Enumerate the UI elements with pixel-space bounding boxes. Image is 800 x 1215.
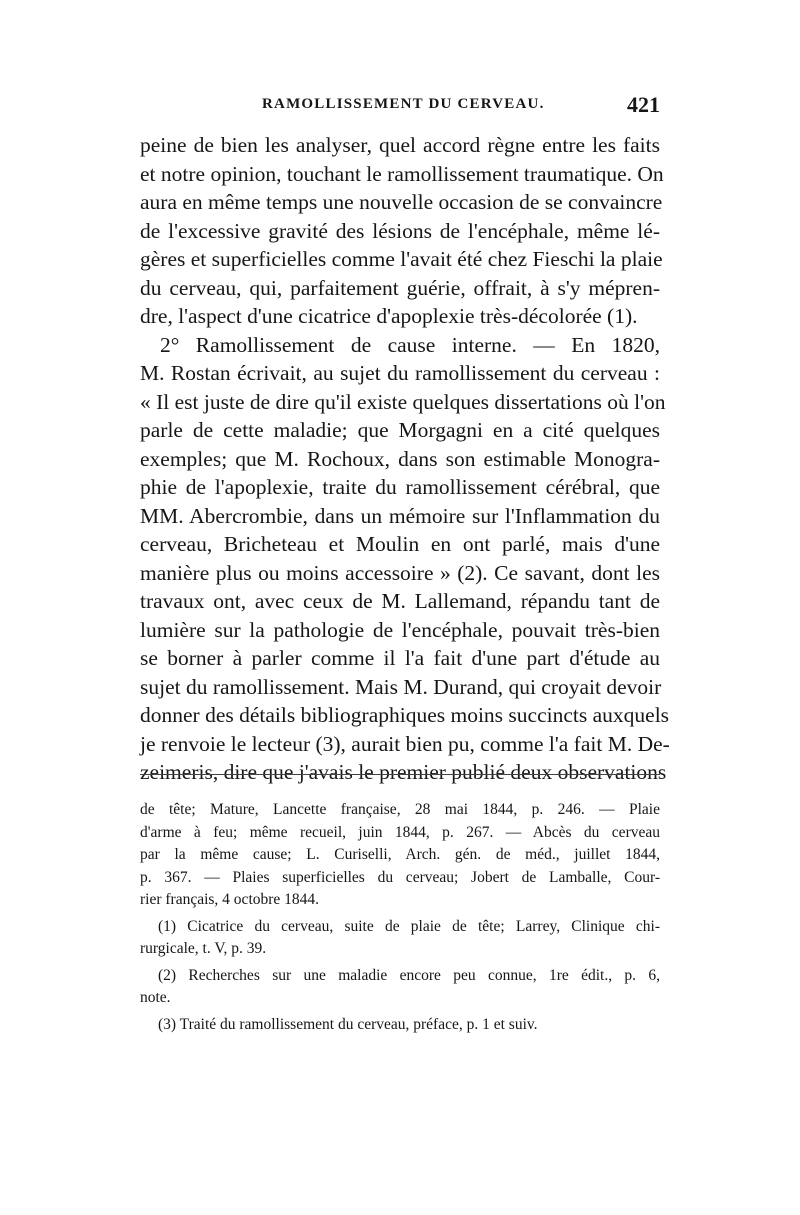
text-line: et notre opinion, touchant le ramollissement traumatique. On — [140, 161, 664, 186]
footnote-line: rier français, 4 octobre 1844. — [140, 891, 320, 908]
text-line: MM. Abercrombie, dans un mémoire sur l'Inflammation du — [140, 503, 660, 528]
footnote-line: de tête; Mature, Lancette française, 28 mai 1844, p. 246. — Plaie — [140, 801, 660, 818]
text-line: sujet du ramollissement. Mais M. Durand, qui croyait devoir — [140, 674, 662, 699]
text-line: du cerveau, qui, parfaitement guérie, offrait, à s'y mépren- — [140, 275, 660, 300]
section-heading-line: 2° Ramollissement de cause interne. — En 1820, — [160, 332, 660, 357]
footnotes — [140, 799, 660, 1036]
text-line: zeimeris, dire que j'avais le premier publié deux observations — [140, 760, 667, 784]
text-line: aura en même temps une nouvelle occasion de se convaincre — [140, 190, 663, 214]
footnote-continuation — [140, 799, 660, 912]
page-number: 421 — [627, 92, 660, 117]
footnote-line: (1) Cicatrice du cerveau, suite de plaie de tête; Larrey, Clinique chi- — [158, 917, 660, 935]
footnote-2 — [140, 965, 660, 1010]
text-line: phie de l'apoplexie, traite du ramollissement cérébral, que — [140, 475, 660, 499]
text-line: peine de bien les analyser, quel accord règne entre les faits — [140, 133, 660, 157]
text-line: donner des détails bibliographiques moins succincts auxquels — [140, 703, 670, 727]
running-head — [140, 92, 660, 120]
text-line: M. Rostan écrivait, au sujet du ramollissement du cerveau : — [140, 361, 660, 385]
footnote-line: d'arme à feu; même recueil, juin 1844, p. 267. — Abcès du cerveau — [140, 823, 660, 841]
text-line: se borner à parler comme il l'a fait d'une part d'étude au — [140, 646, 660, 670]
footnote-line: (2) Recherches sur une maladie encore peu connue, 1re édit., p. 6, — [158, 966, 660, 984]
text-line: cerveau, Bricheteau et Moulin en ont parlé, mais d'une — [140, 532, 660, 556]
footnote-line: rurgicale, t. V, p. 39. — [140, 940, 267, 957]
text-line: exemples; que M. Rochoux, dans son estimable Monogra- — [140, 446, 660, 471]
footnote-1 — [140, 916, 660, 961]
footnote-line: p. 367. — Plaies superficielles du cerveau; Jobert de Lamballe, Cour- — [140, 868, 660, 886]
text-line: manière plus ou moins accessoire » (2). Ce savant, dont les — [140, 560, 660, 585]
text-line: je renvoie le lecteur (3), aurait bien pu, comme l'a fait M. De- — [140, 731, 670, 756]
footnote-line: par la même cause; L. Curiselli, Arch. gén. de méd., juillet 1844, — [140, 846, 660, 863]
text-line: gères et superficielles comme l'avait été chez Fieschi la plaie — [140, 247, 663, 271]
text-line: parle de cette maladie; que Morgagni en a cité quelques — [140, 418, 660, 442]
text-line: « Il est juste de dire qu'il existe quelques dissertations où l'on — [140, 389, 666, 414]
text-line: lumière sur la pathologie de l'encéphale, pouvait très-bien — [140, 617, 660, 642]
running-title: RAMOLLISSEMENT DU CERVEAU. — [262, 96, 545, 112]
main-text — [140, 131, 670, 787]
footnote-line: (3) Traité du ramollissement du cerveau, préface, p. 1 et suiv. — [158, 1015, 538, 1033]
footnote-3 — [140, 1014, 660, 1037]
text-line: dre, l'aspect d'une cicatrice d'apoplexie très-décolorée (1). — [140, 304, 638, 328]
text-line: travaux ont, avec ceux de M. Lallemand, répandu tant de — [140, 589, 660, 613]
footnote-line: note. — [140, 989, 171, 1006]
text-line: de l'excessive gravité des lésions de l'encéphale, même lé- — [140, 218, 660, 243]
footnote-separator-rule — [140, 774, 660, 775]
